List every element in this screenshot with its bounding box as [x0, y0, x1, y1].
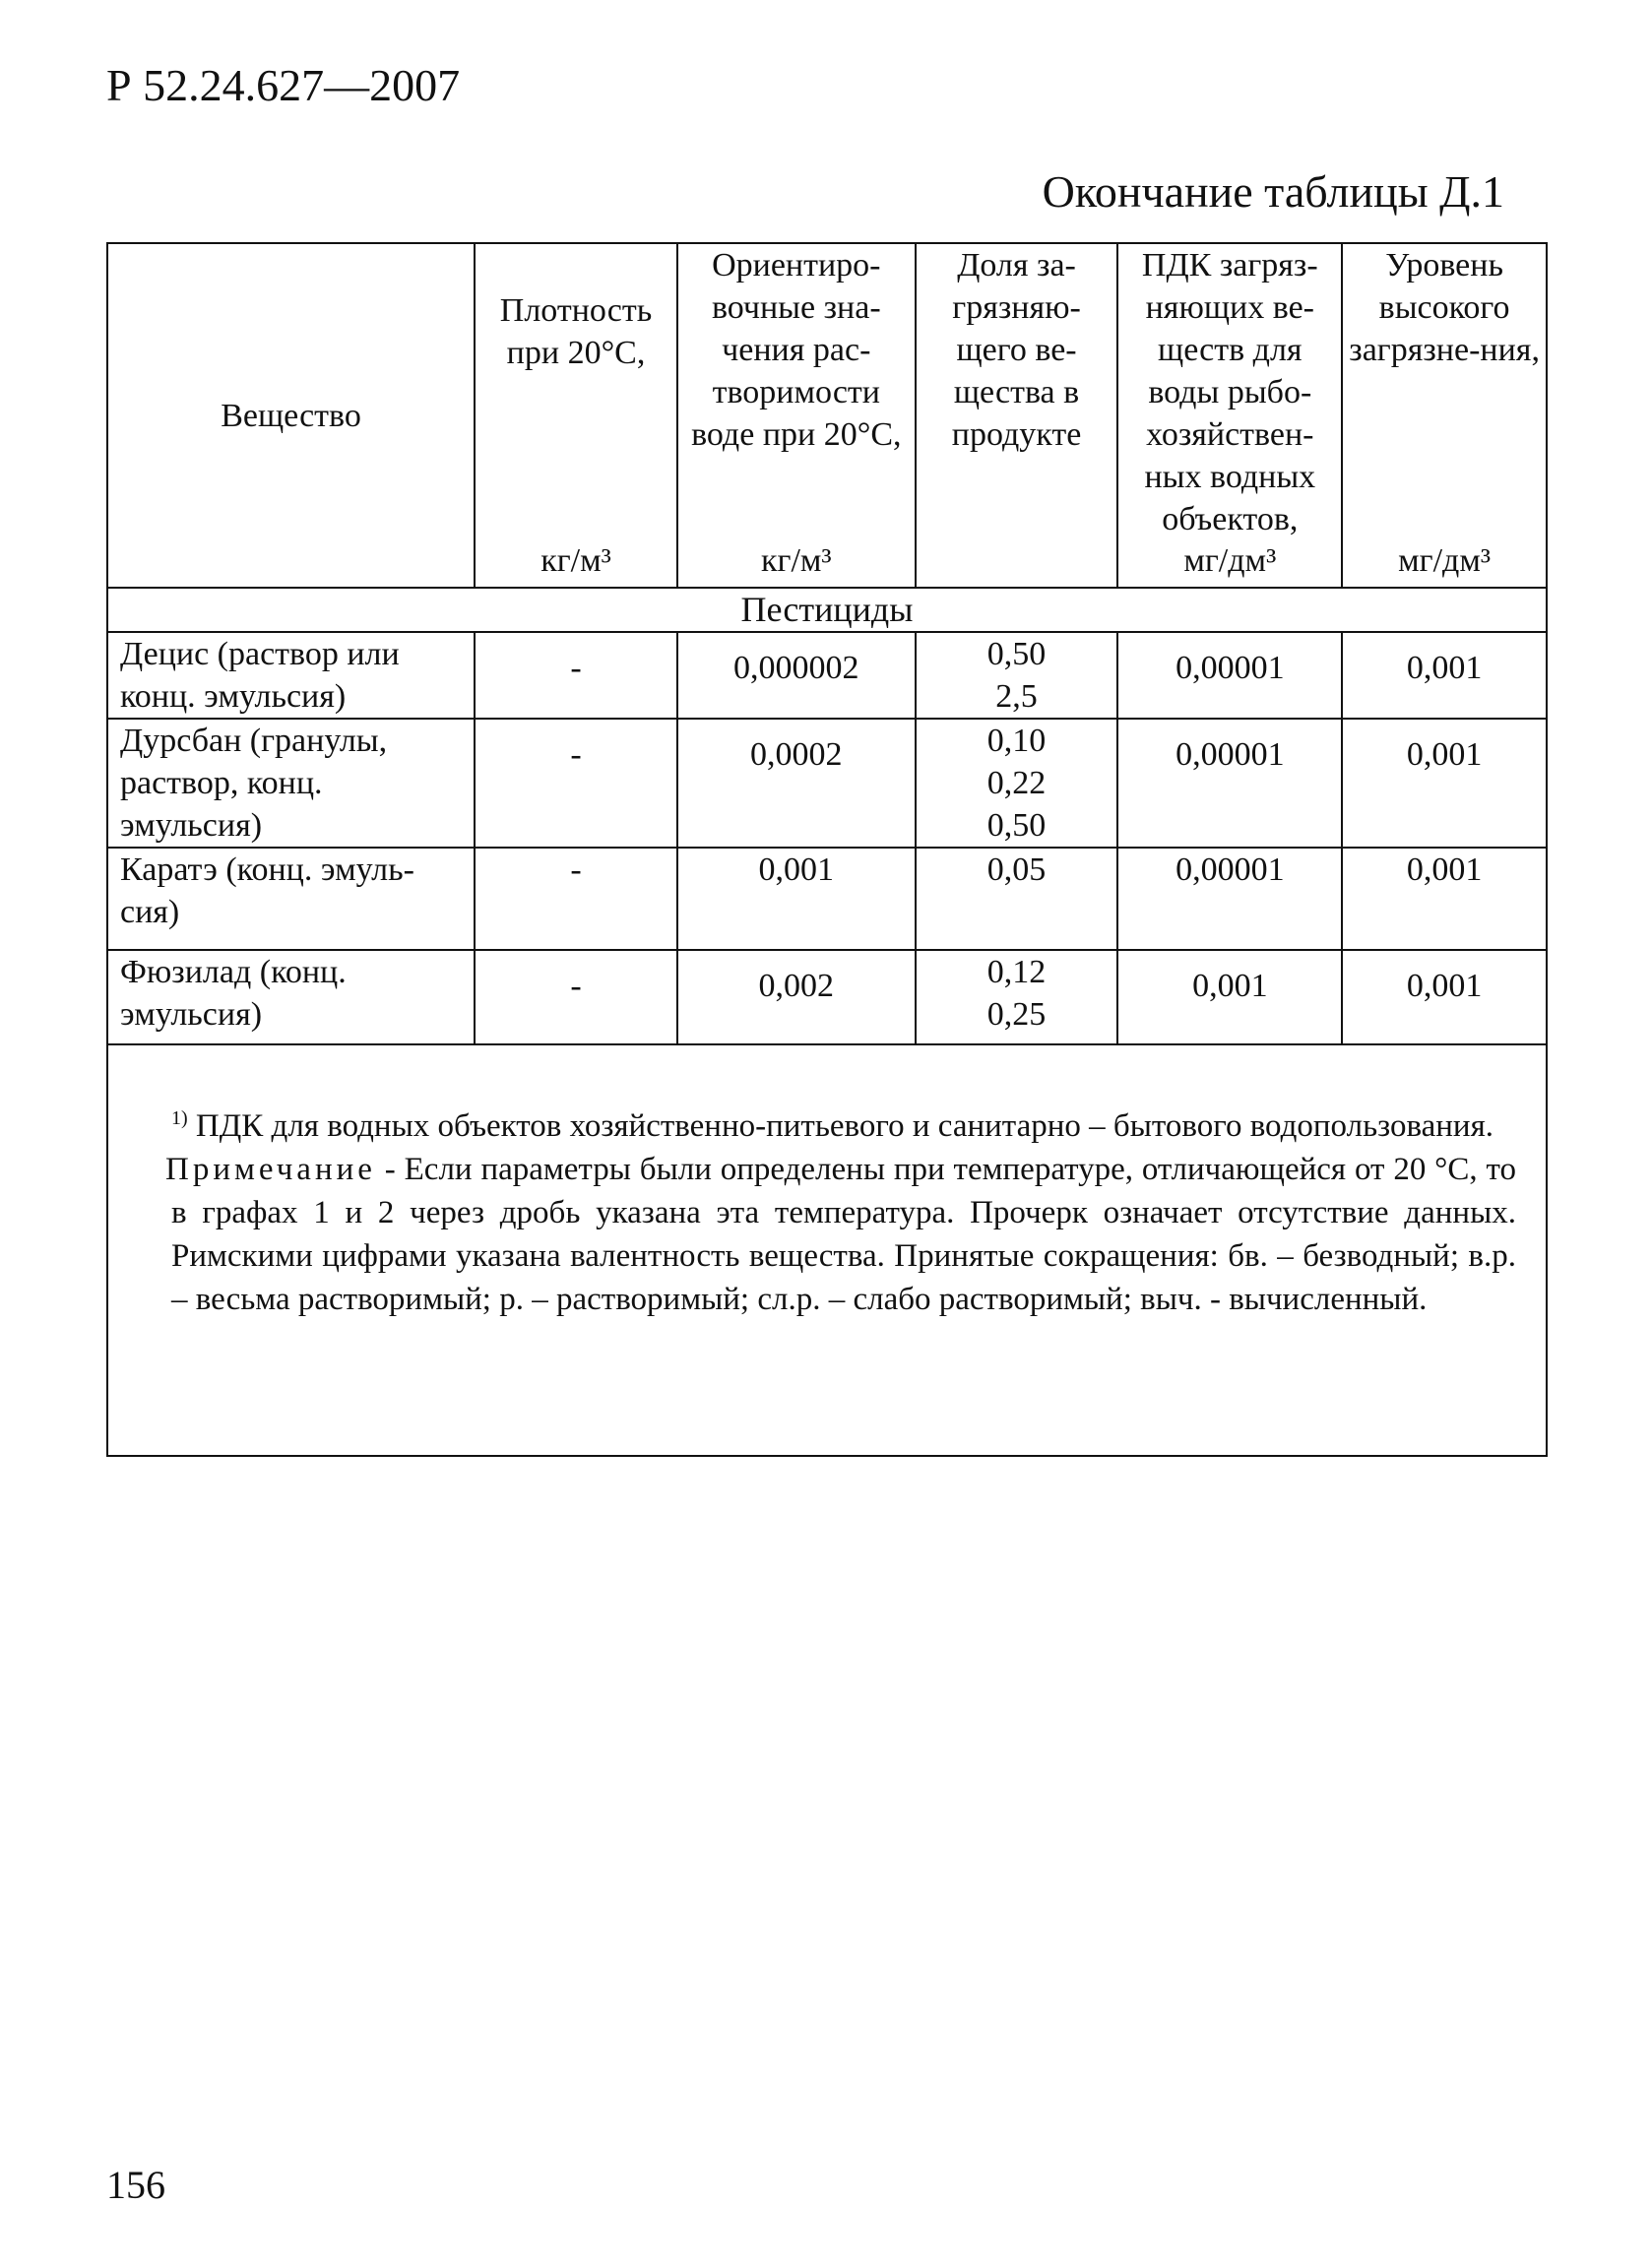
document-id: Р 52.24.627—2007: [106, 60, 461, 110]
col-header-substance: [107, 243, 475, 588]
notes-block: [106, 1043, 1548, 1457]
group-row: [107, 588, 1547, 632]
cell-share: 0,10 0,22 0,50: [916, 719, 1118, 848]
data-table: [106, 242, 1548, 1045]
footnote: [171, 1104, 1516, 1148]
col-title: Уровень высокого загрязне-ния,: [1349, 247, 1540, 368]
cell-solubility: 0,000002: [677, 632, 916, 719]
col-header-density: [475, 243, 677, 588]
col-header-pdk: [1117, 243, 1342, 588]
cell-substance: Фюзилад (конц. эмульсия): [107, 950, 475, 1044]
col-title: ПДК загряз-няющих ве-ществ для воды рыбо-хозяйствен-ных водных объектов,: [1141, 247, 1318, 537]
col-title: Вещество: [221, 397, 361, 434]
cell-solubility: 0,002: [677, 950, 916, 1044]
col-header-solubility: [677, 243, 916, 588]
col-title: Ориентиро-вочные зна-чения рас-творимости воде при 20°C,: [691, 247, 902, 453]
footnote-text: ПДК для водных объектов хозяйственно-питьевого и санитарно – бытового водопользования.: [195, 1108, 1494, 1144]
cell-high-level: 0,001: [1342, 632, 1547, 719]
cell-substance: Децис (раствор или конц. эмульсия): [107, 632, 475, 719]
page-number: 156: [106, 2163, 165, 2207]
col-title: Плотность при 20°C,: [499, 292, 653, 371]
col-header-share: [916, 243, 1118, 588]
group-title: Пестициды: [107, 588, 1547, 632]
cell-pdk: 0,00001: [1117, 719, 1342, 848]
cell-high-level: 0,001: [1342, 719, 1547, 848]
cell-pdk: 0,00001: [1117, 632, 1342, 719]
note-label: Примечание: [165, 1152, 376, 1187]
col-unit: кг/м³: [760, 542, 832, 579]
table-row: [107, 950, 1547, 1044]
footnote-mark: 1): [171, 1107, 188, 1129]
table-row: [107, 848, 1547, 950]
table-row: [107, 719, 1547, 848]
cell-solubility: 0,0002: [677, 719, 916, 848]
cell-density: -: [475, 632, 677, 719]
cell-substance: Каратэ (конц. эмуль-сия): [107, 848, 475, 950]
cell-high-level: 0,001: [1342, 848, 1547, 950]
cell-density: -: [475, 848, 677, 950]
note: [165, 1148, 1516, 1321]
table-caption: Окончание таблицы Д.1: [1042, 166, 1504, 217]
cell-share: 0,05: [916, 848, 1118, 950]
cell-pdk: 0,001: [1117, 950, 1342, 1044]
col-unit: кг/м³: [540, 542, 611, 579]
cell-substance: Дурсбан (гранулы, раствор, конц. эмульсия): [107, 719, 475, 848]
cell-solubility: 0,001: [677, 848, 916, 950]
col-header-high-level: [1342, 243, 1547, 588]
col-unit: мг/дм³: [1398, 542, 1492, 579]
cell-pdk: 0,00001: [1117, 848, 1342, 950]
col-title: Доля за-грязняю-щего ве-щества в продукте: [951, 247, 1082, 453]
table-row: [107, 632, 1547, 719]
col-unit: мг/дм³: [1183, 542, 1277, 579]
cell-density: -: [475, 719, 677, 848]
header-row: [107, 243, 1547, 588]
cell-high-level: 0,001: [1342, 950, 1547, 1044]
cell-share: 0,50 2,5: [916, 632, 1118, 719]
note-text: - Если параметры были определены при температуре, отличающейся от 20 °C, то в графах 1 и 2 через дробь указана эта температура. Прочерк означает отсутствие данных. Римскими цифрами указана валентность вещества. Принятые сокращения: бв. – безводный; в.р. – весьма растворимый; р. – растворимый; сл.р. – слабо растворимый; выч. - вычисленный.: [171, 1152, 1516, 1317]
cell-density: -: [475, 950, 677, 1044]
cell-share: 0,12 0,25: [916, 950, 1118, 1044]
